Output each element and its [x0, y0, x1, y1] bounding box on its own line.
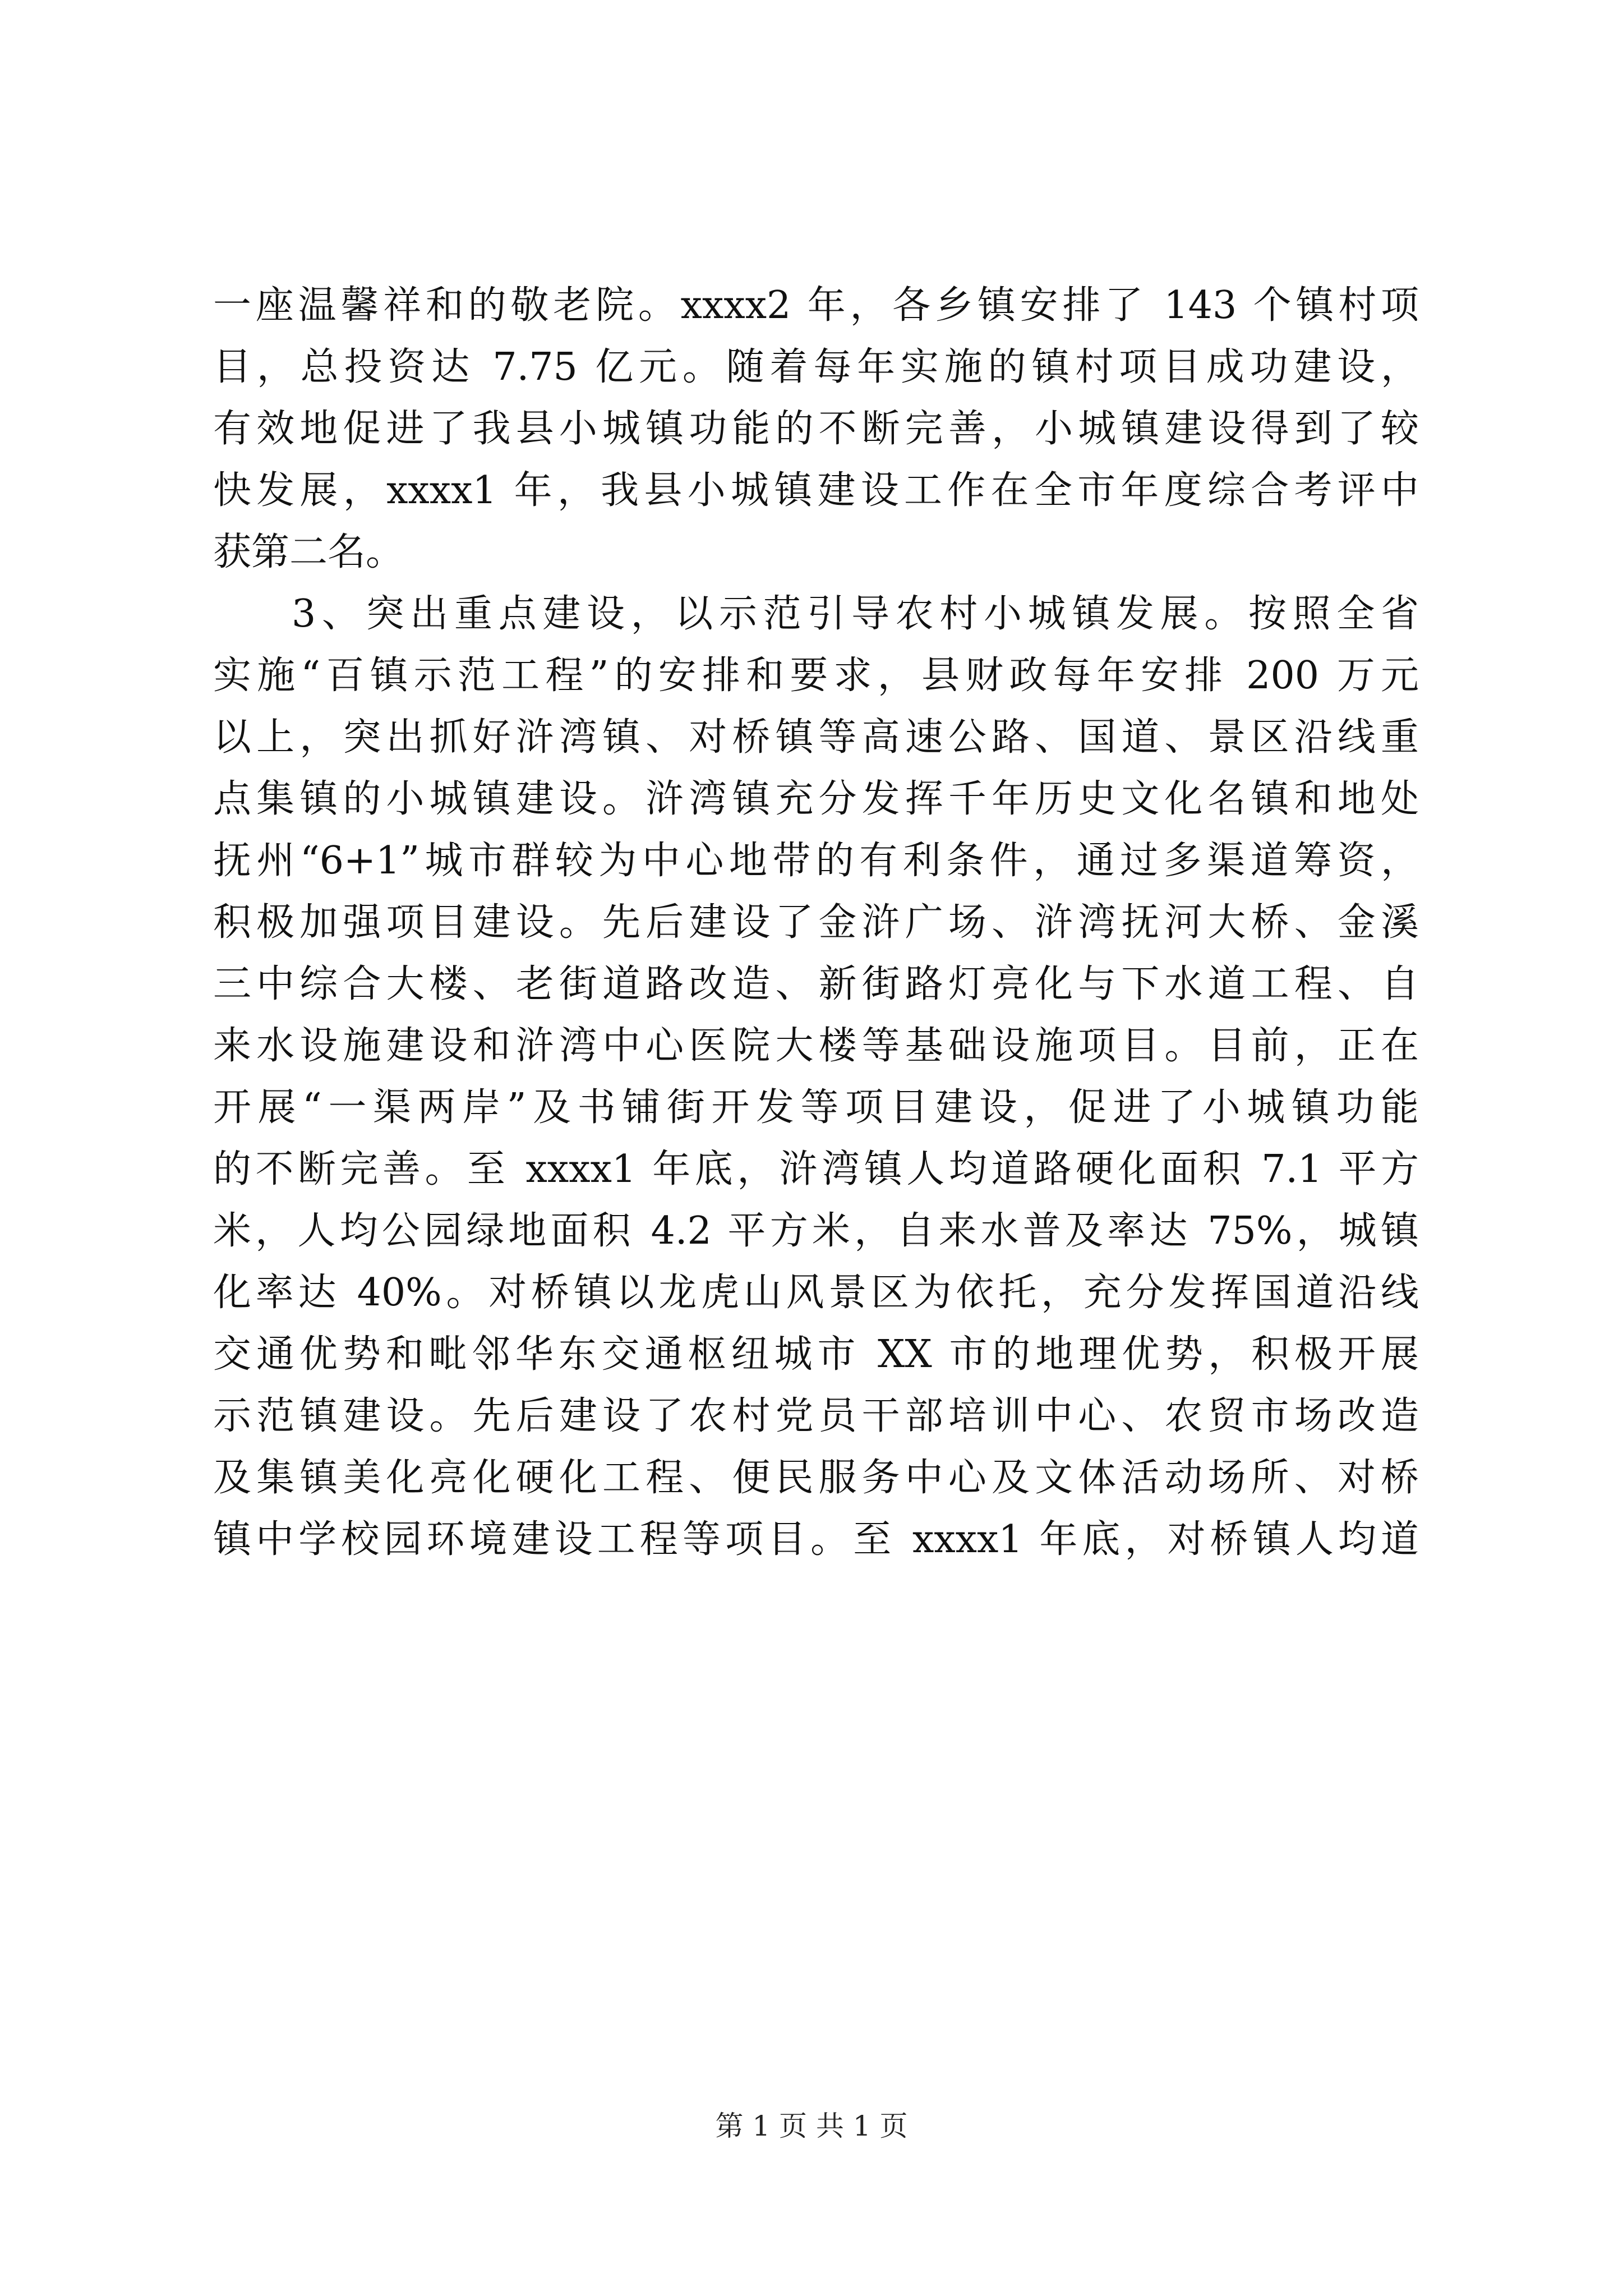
page-number-label: 第 1 页 共 1 页: [715, 2110, 908, 2142]
text-line: 化率达 40%。对桥镇以龙虎山风景区为依托，充分发挥国道沿线: [213, 1271, 1419, 1315]
text-line: 示范镇建设。先后建设了农村党员干部培训中心、农贸市场改造: [213, 1394, 1419, 1438]
text-line: 获第二名。: [213, 530, 404, 574]
text-line: 点集镇的小城镇建设。浒湾镇充分发挥千年历史文化名镇和地处: [213, 777, 1419, 821]
text-line: 三中综合大楼、老街道路改造、新街路灯亮化与下水道工程、自: [213, 962, 1419, 1006]
text-line: 一座温馨祥和的敬老院。xxxx2 年，各乡镇安排了 143 个镇村项: [213, 283, 1419, 328]
paragraph-start-line: 3、突出重点建设，以示范引导农村小城镇发展。按照全省: [292, 592, 1419, 636]
text-line: 来水设施建设和浒湾中心医院大楼等基础设施项目。目前，正在: [213, 1024, 1419, 1068]
text-line: 有效地促进了我县小城镇功能的不断完善，小城镇建设得到了较: [213, 407, 1419, 451]
text-line: 抚州“6+1”城市群较为中心地带的有利条件，通过多渠道筹资，: [213, 839, 1419, 883]
text-line: 实施“百镇示范工程”的安排和要求，县财政每年安排 200 万元: [213, 654, 1419, 698]
document-body: [213, 275, 1419, 1571]
text-line: 及集镇美化亮化硬化工程、便民服务中心及文体活动场所、对桥: [213, 1456, 1419, 1500]
text-line: 快发展，xxxx1 年，我县小城镇建设工作在全市年度综合考评中: [213, 468, 1419, 513]
text-line: 的不断完善。至 xxxx1 年底，浒湾镇人均道路硬化面积 7.1 平方: [213, 1147, 1419, 1191]
text-line: 交通优势和毗邻华东交通枢纽城市 XX 市的地理优势，积极开展: [213, 1332, 1419, 1377]
text-line: 米，人均公园绿地面积 4.2 平方米，自来水普及率达 75%，城镇: [213, 1209, 1419, 1253]
text-line: 目，总投资达 7.75 亿元。随着每年实施的镇村项目成功建设，: [213, 345, 1419, 389]
text-line: 以上，突出抓好浒湾镇、对桥镇等高速公路、国道、景区沿线重: [213, 715, 1419, 760]
page-footer: [0, 2106, 1623, 2146]
text-line: 镇中学校园环境建设工程等项目。至 xxxx1 年底，对桥镇人均道: [213, 1517, 1419, 1562]
text-line: 开展“一渠两岸”及书铺街开发等项目建设，促进了小城镇功能: [213, 1085, 1419, 1130]
text-line: 积极加强项目建设。先后建设了金浒广场、浒湾抚河大桥、金溪: [213, 900, 1419, 945]
